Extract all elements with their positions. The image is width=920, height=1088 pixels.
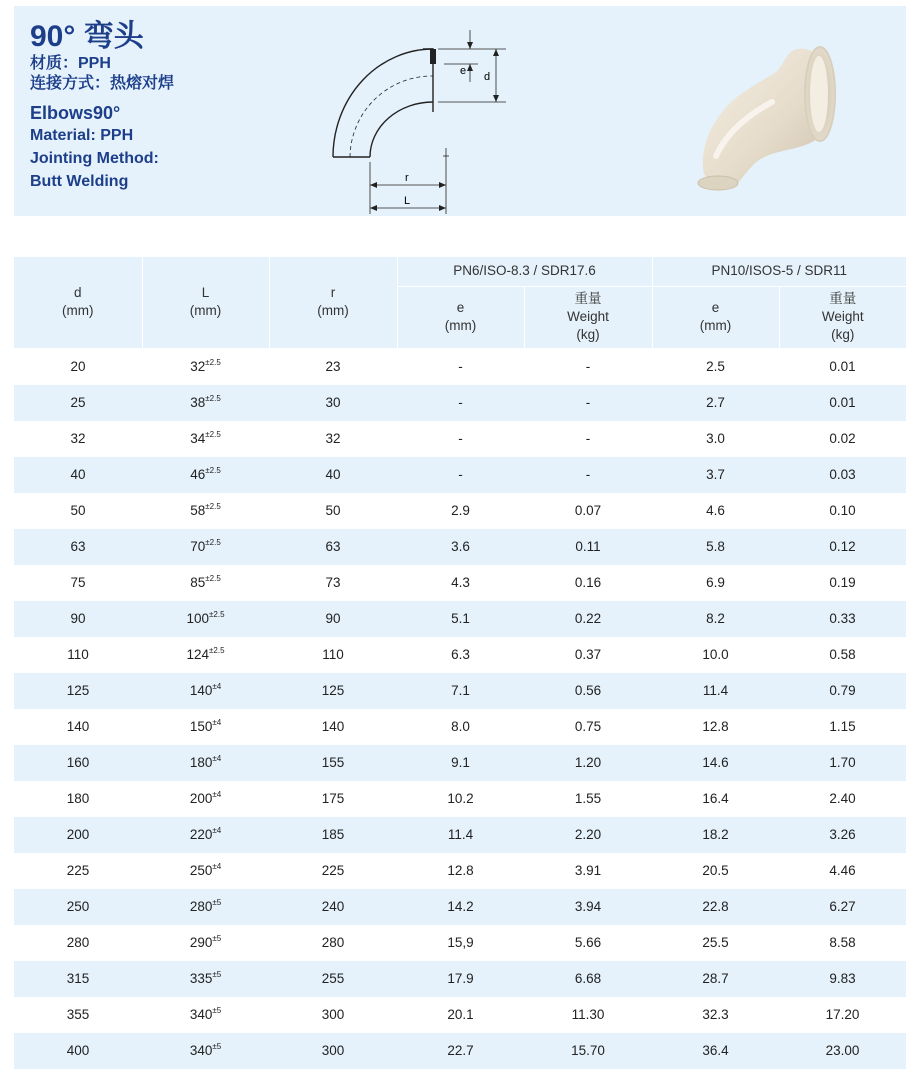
cell-pn6-weight: 5.66 — [574, 935, 602, 950]
cell-pn6-e: - — [397, 385, 524, 421]
cell-pn6-e: - — [458, 431, 463, 446]
cell-pn6-e: 20.1 — [447, 1007, 474, 1022]
cell-pn10-weight: 0.10 — [829, 503, 856, 518]
cell-L-value: 34 — [190, 431, 206, 446]
cell-L-tolerance: ±2.5 — [205, 430, 221, 439]
cell-L — [142, 673, 269, 709]
cell-pn6-weight: 1.55 — [574, 791, 602, 806]
header-pn6-weight: 重量 Weight (kg) — [524, 286, 652, 348]
cell-d: 20 — [70, 359, 86, 374]
cell-pn6-e: 12.8 — [447, 863, 474, 878]
table-row — [14, 781, 906, 817]
cell-L-value: 290 — [189, 935, 213, 950]
cell-pn6-weight: 1.20 — [524, 745, 652, 781]
cell-r: 300 — [269, 1033, 397, 1069]
product-header — [14, 6, 906, 216]
cell-L-value: 100 — [186, 611, 209, 626]
cell-L — [142, 925, 269, 961]
cell-L — [142, 348, 269, 385]
cell-pn6-weight: 0.56 — [524, 673, 652, 709]
table-row — [14, 709, 906, 745]
cell-pn6-e: 4.3 — [451, 575, 470, 590]
cell-pn10-e: 6.9 — [706, 575, 725, 590]
table-row — [14, 1033, 906, 1069]
cell-pn10-e: 2.5 — [706, 359, 725, 374]
cell-pn10-weight: 1.15 — [829, 719, 856, 734]
cell-pn10-weight: 6.27 — [779, 889, 906, 925]
cell-pn6-e: 14.2 — [397, 889, 524, 925]
cell-L-tolerance: ±5 — [212, 934, 222, 943]
cell-pn6-weight: 0.22 — [524, 601, 652, 637]
elbow-technical-diagram — [310, 12, 506, 214]
cell-pn10-weight: 0.02 — [829, 431, 856, 446]
table-row — [14, 493, 906, 529]
cell-pn6-e: 9.1 — [397, 745, 524, 781]
cell-r: 140 — [321, 719, 345, 734]
cell-L-tolerance: ±4 — [212, 826, 222, 835]
cell-d: 200 — [14, 817, 142, 853]
header-L: L (mm) — [142, 257, 269, 348]
cell-pn6-e: - — [397, 457, 524, 493]
cell-pn6-e: - — [458, 359, 463, 374]
table-row — [14, 565, 906, 601]
cell-L-tolerance: ±2.5 — [205, 394, 221, 403]
cell-pn10-e: 5.8 — [652, 529, 779, 565]
cell-L — [142, 1033, 269, 1069]
cell-L-tolerance: ±2.5 — [205, 502, 221, 511]
cell-d: 140 — [66, 719, 90, 734]
cell-L-value: 38 — [190, 395, 206, 410]
table-row — [14, 421, 906, 457]
cell-L-tolerance: ±2.5 — [209, 646, 225, 655]
cell-pn10-weight: 0.58 — [829, 647, 856, 662]
title-block — [30, 20, 174, 193]
cell-pn6-e: 6.3 — [451, 647, 470, 662]
cell-L-tolerance: ±4 — [212, 718, 222, 727]
jointing-method-en-value: Butt Welding — [30, 173, 129, 190]
cell-d: 250 — [14, 889, 142, 925]
cell-pn10-e: 36.4 — [652, 1033, 779, 1069]
cell-pn6-e: 3.6 — [397, 529, 524, 565]
cell-L-tolerance: ±5 — [212, 898, 222, 907]
cell-L — [142, 457, 269, 493]
cell-pn10-weight: 9.83 — [779, 961, 906, 997]
cell-pn10-weight: 0.12 — [779, 529, 906, 565]
cell-L-value: 46 — [190, 467, 206, 482]
table-row — [14, 673, 906, 709]
cell-L — [142, 493, 269, 529]
cell-r: 225 — [321, 863, 345, 878]
cell-L — [142, 601, 269, 637]
cell-d: 50 — [70, 503, 86, 518]
cell-pn10-e: 3.0 — [706, 431, 725, 446]
cell-r: 155 — [269, 745, 397, 781]
cell-L — [142, 709, 269, 745]
cell-d: 180 — [66, 791, 90, 806]
cell-pn10-e: 10.0 — [702, 647, 729, 662]
cell-L-value: 200 — [189, 791, 213, 806]
cell-pn6-e: 8.0 — [451, 719, 470, 734]
cell-pn6-e: 11.4 — [397, 817, 524, 853]
material-en: Material: PPH — [30, 127, 134, 144]
cell-r: 40 — [269, 457, 397, 493]
cell-L-tolerance: ±2.5 — [205, 538, 221, 547]
cell-L-tolerance: ±5 — [212, 1042, 222, 1051]
header-r: r (mm) — [269, 257, 397, 348]
cell-pn10-e: 3.7 — [652, 457, 779, 493]
diagram-label-r: r — [405, 172, 409, 184]
cell-pn10-e: 2.7 — [652, 385, 779, 421]
cell-d: 75 — [70, 575, 86, 590]
product-title-en: Elbows90° — [30, 103, 121, 123]
cell-L-value: 335 — [189, 971, 213, 986]
cell-pn6-e: 17.9 — [397, 961, 524, 997]
cell-pn10-weight: 4.46 — [829, 863, 856, 878]
cell-L — [142, 529, 269, 565]
cell-pn6-weight: - — [585, 431, 591, 446]
cell-pn10-e: 22.8 — [652, 889, 779, 925]
cell-L — [142, 817, 269, 853]
cell-L — [142, 385, 269, 421]
cell-r: 30 — [269, 385, 397, 421]
cell-pn6-weight: 15.70 — [524, 1033, 652, 1069]
cell-L-value: 32 — [190, 359, 206, 374]
cell-pn6-weight: 0.75 — [574, 719, 602, 734]
specification-table-body — [14, 348, 906, 1069]
cell-d: 160 — [14, 745, 142, 781]
cell-d: 40 — [14, 457, 142, 493]
table-row — [14, 529, 906, 565]
cell-L — [142, 637, 269, 673]
cell-pn10-weight: 2.40 — [829, 791, 856, 806]
cell-d: 280 — [66, 935, 90, 950]
cell-d: 225 — [66, 863, 90, 878]
table-row — [14, 997, 906, 1033]
cell-pn10-e: 20.5 — [702, 863, 729, 878]
cell-pn10-weight: 8.58 — [829, 935, 856, 950]
cell-L-tolerance: ±2.5 — [209, 610, 225, 619]
cell-r: 63 — [269, 529, 397, 565]
cell-L — [142, 853, 269, 889]
table-row — [14, 853, 906, 889]
cell-pn10-weight: 0.01 — [779, 385, 906, 421]
cell-L — [142, 961, 269, 997]
table-row — [14, 637, 906, 673]
cell-r: 125 — [269, 673, 397, 709]
diagram-label-e: e — [460, 65, 467, 77]
cell-pn10-weight: 17.20 — [825, 1007, 860, 1022]
cell-pn10-e: 14.6 — [652, 745, 779, 781]
cell-L-value: 140 — [189, 683, 213, 698]
cell-pn6-weight: 0.11 — [524, 529, 652, 565]
cell-pn10-e: 25.5 — [702, 935, 729, 950]
jointing-method-en-label: Jointing Method: — [30, 150, 159, 167]
header-group-pn10: PN10/ISOS-5 / SDR11 — [652, 257, 906, 286]
header-group-pn6: PN6/ISO-8.3 / SDR17.6 — [397, 257, 652, 286]
cell-L-value: 70 — [190, 539, 206, 554]
cell-L-tolerance: ±2.5 — [205, 574, 221, 583]
cell-L-tolerance: ±4 — [212, 790, 222, 799]
header-pn10-weight: 重量 Weight (kg) — [779, 286, 906, 348]
cell-L-tolerance: ±4 — [212, 862, 222, 871]
product-title: 90° 弯头 — [30, 20, 144, 53]
cell-r: 90 — [269, 601, 397, 637]
cell-r: 175 — [321, 791, 345, 806]
table-row — [14, 348, 906, 385]
cell-d: 63 — [14, 529, 142, 565]
cell-pn10-e: 32.3 — [702, 1007, 729, 1022]
cell-pn6-weight: 6.68 — [524, 961, 652, 997]
cell-L-tolerance: ±5 — [212, 970, 222, 979]
cell-d: 125 — [14, 673, 142, 709]
cell-pn10-e: 8.2 — [652, 601, 779, 637]
cell-L — [142, 565, 269, 601]
specification-table — [14, 257, 906, 1069]
cell-pn10-weight: 3.26 — [779, 817, 906, 853]
cell-r: 32 — [325, 431, 341, 446]
cell-d: 355 — [66, 1007, 90, 1022]
cell-pn10-weight: 0.03 — [779, 457, 906, 493]
cell-L-tolerance: ±2.5 — [205, 358, 221, 367]
cell-L-value: 250 — [189, 863, 213, 878]
cell-r: 73 — [325, 575, 341, 590]
cell-pn6-weight: - — [524, 457, 652, 493]
jointing-method-cn: 连接方式：热熔对焊 — [30, 75, 175, 92]
diagram-label-L: L — [404, 195, 411, 207]
cell-d: 400 — [14, 1033, 142, 1069]
table-row — [14, 601, 906, 637]
cell-r: 185 — [269, 817, 397, 853]
cell-L — [142, 997, 269, 1033]
diagram-label-d: d — [484, 71, 491, 83]
cell-pn6-e: 5.1 — [397, 601, 524, 637]
cell-pn10-weight: 0.19 — [829, 575, 856, 590]
cell-L-tolerance: ±4 — [212, 682, 222, 691]
table-row — [14, 925, 906, 961]
cell-pn10-e: 4.6 — [706, 503, 725, 518]
cell-pn10-weight: 23.00 — [779, 1033, 906, 1069]
cell-L-value: 340 — [189, 1043, 213, 1058]
cell-L-value: 280 — [189, 899, 213, 914]
cell-pn6-weight: 3.91 — [574, 863, 602, 878]
cell-L-tolerance: ±2.5 — [205, 466, 221, 475]
cell-pn10-e: 11.4 — [652, 673, 779, 709]
cell-L-value: 124 — [186, 647, 209, 662]
table-row — [14, 745, 906, 781]
cell-r: 255 — [269, 961, 397, 997]
table-row — [14, 385, 906, 421]
header-pn10-e: e (mm) — [652, 286, 779, 348]
cell-L-value: 340 — [189, 1007, 213, 1022]
material-cn: 材质：PPH — [30, 55, 111, 72]
cell-L — [142, 745, 269, 781]
cell-pn10-e: 12.8 — [702, 719, 729, 734]
cell-pn6-weight: 0.37 — [574, 647, 602, 662]
cell-pn6-weight: 0.16 — [574, 575, 602, 590]
cell-r: 280 — [321, 935, 345, 950]
cell-L-value: 180 — [189, 755, 213, 770]
cell-pn10-weight: 0.79 — [779, 673, 906, 709]
cell-d: 32 — [70, 431, 86, 446]
header-d: d (mm) — [14, 257, 142, 348]
cell-pn6-weight: 3.94 — [524, 889, 652, 925]
cell-pn6-weight: - — [585, 359, 591, 374]
cell-pn6-e: 10.2 — [447, 791, 474, 806]
cell-r: 240 — [269, 889, 397, 925]
cell-L-tolerance: ±5 — [212, 1006, 222, 1015]
cell-d: 25 — [14, 385, 142, 421]
table-row — [14, 457, 906, 493]
cell-pn6-weight: 0.07 — [574, 503, 602, 518]
cell-L — [142, 781, 269, 817]
cell-L-tolerance: ±4 — [212, 754, 222, 763]
cell-L — [142, 889, 269, 925]
cell-r: 110 — [322, 647, 344, 662]
cell-pn10-weight: 0.33 — [779, 601, 906, 637]
cell-d: 110 — [67, 647, 89, 662]
cell-pn6-e: 7.1 — [397, 673, 524, 709]
cell-pn6-e: 15,9 — [447, 935, 474, 950]
cell-r: 23 — [325, 359, 341, 374]
cell-r: 300 — [321, 1007, 345, 1022]
cell-d: 315 — [14, 961, 142, 997]
cell-pn10-weight: 0.01 — [829, 359, 856, 374]
cell-L-value: 58 — [190, 503, 206, 518]
cell-L — [142, 421, 269, 457]
cell-L-value: 150 — [189, 719, 213, 734]
cell-pn6-weight: 2.20 — [524, 817, 652, 853]
cell-pn10-e: 16.4 — [702, 791, 729, 806]
cell-L-value: 220 — [189, 827, 213, 842]
cell-pn6-weight: 11.30 — [571, 1007, 605, 1022]
cell-pn10-e: 28.7 — [652, 961, 779, 997]
cell-pn6-e: 22.7 — [397, 1033, 524, 1069]
cell-pn10-e: 18.2 — [652, 817, 779, 853]
table-row — [14, 817, 906, 853]
table-row — [14, 961, 906, 997]
cell-pn6-weight: - — [524, 385, 652, 421]
cell-pn10-weight: 1.70 — [779, 745, 906, 781]
cell-d: 90 — [14, 601, 142, 637]
cell-pn6-e: 2.9 — [451, 503, 470, 518]
table-row — [14, 889, 906, 925]
cell-r: 50 — [325, 503, 341, 518]
cell-L-value: 85 — [190, 575, 206, 590]
header-pn6-e: e (mm) — [397, 286, 524, 348]
elbow-product-photo — [676, 36, 846, 196]
